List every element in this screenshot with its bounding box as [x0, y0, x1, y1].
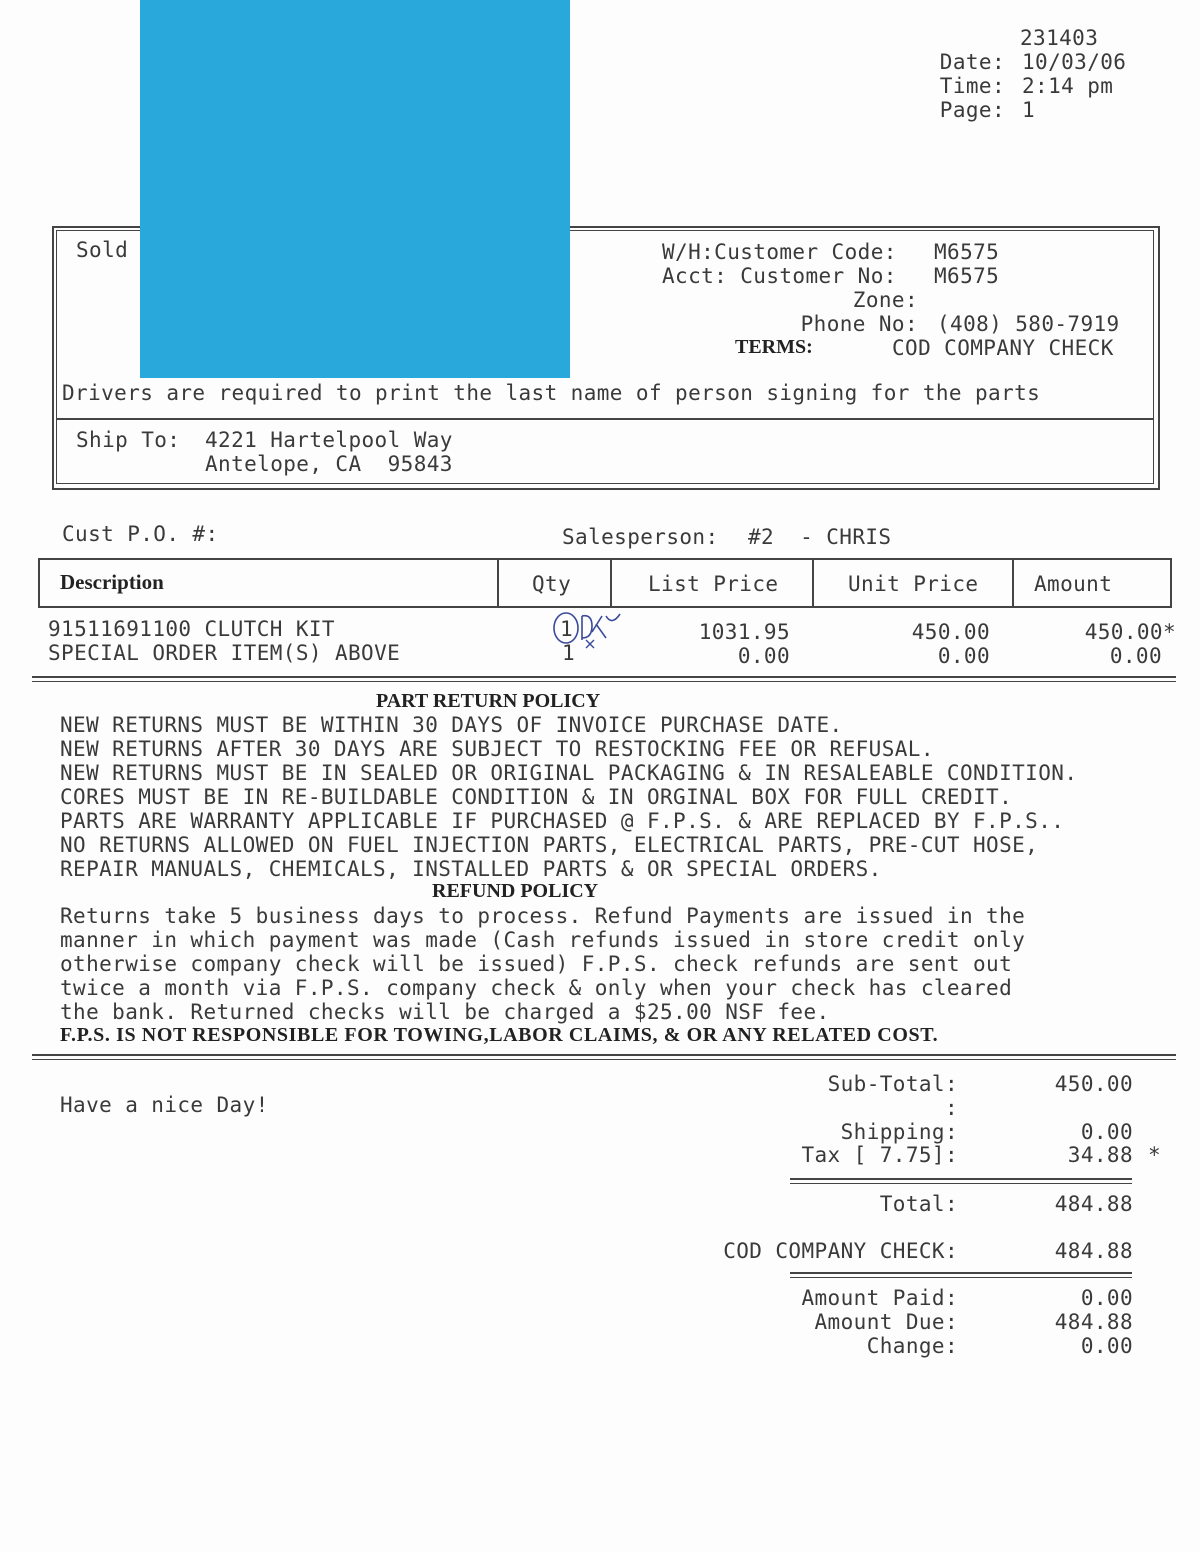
amount-due-value: 484.88	[1054, 1310, 1133, 1334]
invoice-date: 10/03/06	[1022, 50, 1127, 74]
col-divider	[1012, 560, 1014, 606]
paid-rule	[790, 1272, 1132, 1274]
payment-label: COD COMPANY CHECK:	[723, 1239, 958, 1263]
amount-due-label: Amount Due:	[814, 1310, 958, 1334]
account-number: M6575	[934, 264, 1000, 288]
greeting: Have a nice Day!	[60, 1093, 269, 1117]
page-label: Page:	[939, 98, 1005, 122]
tax-mark: *	[1148, 1143, 1162, 1167]
refund-policy-line: Returns take 5 business days to process. Refund Payments are issued in the	[60, 904, 1026, 928]
total-label: Total:	[879, 1192, 958, 1216]
total-value: 484.88	[1054, 1192, 1133, 1216]
col-divider	[610, 560, 612, 606]
invoice-number: 231403	[1020, 26, 1099, 50]
row-list-price: 0.00	[737, 644, 790, 668]
total-rule	[790, 1178, 1132, 1180]
return-policy-line: NEW RETURNS MUST BE WITHIN 30 DAYS OF INVOICE PURCHASE DATE.	[60, 713, 843, 737]
disclaimer: F.P.S. IS NOT RESPONSIBLE FOR TOWING,LABOR CLAIMS, & OR ANY RELATED COST.	[60, 1024, 939, 1046]
tax-label: Tax [ 7.75]:	[801, 1143, 958, 1167]
time-label: Time:	[939, 74, 1005, 98]
subtotal-label: Sub-Total:	[827, 1072, 958, 1096]
return-policy-line: NO RETURNS ALLOWED ON FUEL INJECTION PARTS, ELECTRICAL PARTS, PRE-CUT HOSE,	[60, 833, 1039, 857]
amount-paid-label: Amount Paid:	[801, 1286, 958, 1310]
page-number: 1	[1022, 98, 1036, 122]
header-description: Description	[60, 570, 164, 594]
blank-colon: :	[944, 1096, 958, 1120]
row-amount: 0.00	[1109, 644, 1162, 668]
row-qty: 1	[562, 641, 576, 665]
sold-to-label: Sold	[76, 238, 129, 262]
terms-label: TERMS:	[735, 336, 813, 358]
policy-bottom-rule-2	[32, 1059, 1176, 1060]
ship-address-line2: Antelope, CA 95843	[205, 452, 453, 476]
col-divider	[497, 560, 499, 606]
salesperson-label: Salesperson:	[562, 525, 719, 549]
table-header	[38, 558, 1172, 608]
phone-number: (408) 580-7919	[937, 312, 1120, 336]
shipping-value: 0.00	[1080, 1120, 1133, 1144]
row-unit-price: 0.00	[937, 644, 990, 668]
row-qty: 1	[560, 617, 574, 641]
refund-policy-title: REFUND POLICY	[432, 880, 599, 902]
drivers-note: Drivers are required to print the last name of person signing for the parts	[62, 381, 1041, 405]
return-policy-line: NEW RETURNS AFTER 30 DAYS ARE SUBJECT TO RESTOCKING FEE OR REFUSAL.	[60, 737, 934, 761]
return-policy-line: NEW RETURNS MUST BE IN SEALED OR ORIGINAL PACKAGING & IN RESALEABLE CONDITION.	[60, 761, 1078, 785]
row-list-price: 1031.95	[698, 620, 790, 644]
change-label: Change:	[866, 1334, 958, 1358]
refund-policy-line: otherwise company check will be issued) F.P.S. check refunds are sent out	[60, 952, 1013, 976]
zone-label: Zone:	[852, 288, 918, 312]
redaction-sticky-note	[140, 0, 570, 378]
return-policy-line: PARTS ARE WARRANTY APPLICABLE IF PURCHASED @ F.P.S. & ARE REPLACED BY F.P.S..	[60, 809, 1065, 833]
row-description: SPECIAL ORDER ITEM(S) ABOVE	[48, 641, 401, 665]
wh-code: M6575	[934, 240, 1000, 264]
salesperson-value: #2 - CHRIS	[748, 525, 892, 549]
cust-po-label: Cust P.O. #:	[62, 522, 219, 546]
header-list-price: List Price	[648, 572, 779, 596]
table-bottom-rule-2	[32, 681, 1176, 682]
wh-code-label: W/H:Customer Code:	[662, 240, 897, 264]
subtotal-value: 450.00	[1054, 1072, 1133, 1096]
return-policy-line: REPAIR MANUALS, CHEMICALS, INSTALLED PARTS & OR SPECIAL ORDERS.	[60, 857, 882, 881]
row-amount: 450.00*	[1084, 620, 1176, 644]
total-rule-2	[790, 1183, 1132, 1184]
refund-policy-line: manner in which payment was made (Cash refunds issued in store credit only	[60, 928, 1026, 952]
policy-bottom-rule	[32, 1054, 1176, 1056]
tax-value: 34.88	[1067, 1143, 1133, 1167]
row-description: 91511691100 CLUTCH KIT	[48, 617, 335, 641]
ship-divider	[56, 418, 1154, 420]
paid-rule-2	[790, 1277, 1132, 1278]
handwritten-note-mark	[548, 606, 628, 656]
return-policy-line: CORES MUST BE IN RE-BUILDABLE CONDITION & IN ORGINAL BOX FOR FULL CREDIT.	[60, 785, 1013, 809]
row-unit-price: 450.00	[911, 620, 990, 644]
payment-value: 484.88	[1054, 1239, 1133, 1263]
date-label: Date:	[939, 50, 1005, 74]
header-unit-price: Unit Price	[848, 572, 979, 596]
header-qty: Qty	[532, 572, 572, 596]
terms-value: COD COMPANY CHECK	[892, 336, 1114, 360]
refund-policy-line: twice a month via F.P.S. company check & only when your check has cleared	[60, 976, 1013, 1000]
shipping-label: Shipping:	[840, 1120, 958, 1144]
table-bottom-rule	[32, 676, 1176, 678]
invoice-time: 2:14 pm	[1022, 74, 1114, 98]
phone-label: Phone No:	[800, 312, 918, 336]
refund-policy-line: the bank. Returned checks will be charged a $25.00 NSF fee.	[60, 1000, 830, 1024]
return-policy-title: PART RETURN POLICY	[376, 690, 601, 712]
change-value: 0.00	[1080, 1334, 1133, 1358]
account-label: Acct: Customer No:	[662, 264, 897, 288]
amount-paid-value: 0.00	[1080, 1286, 1133, 1310]
header-amount: Amount	[1034, 572, 1113, 596]
ship-to-label: Ship To:	[76, 428, 181, 452]
col-divider	[812, 560, 814, 606]
ship-address-line1: 4221 Hartelpool Way	[205, 428, 453, 452]
